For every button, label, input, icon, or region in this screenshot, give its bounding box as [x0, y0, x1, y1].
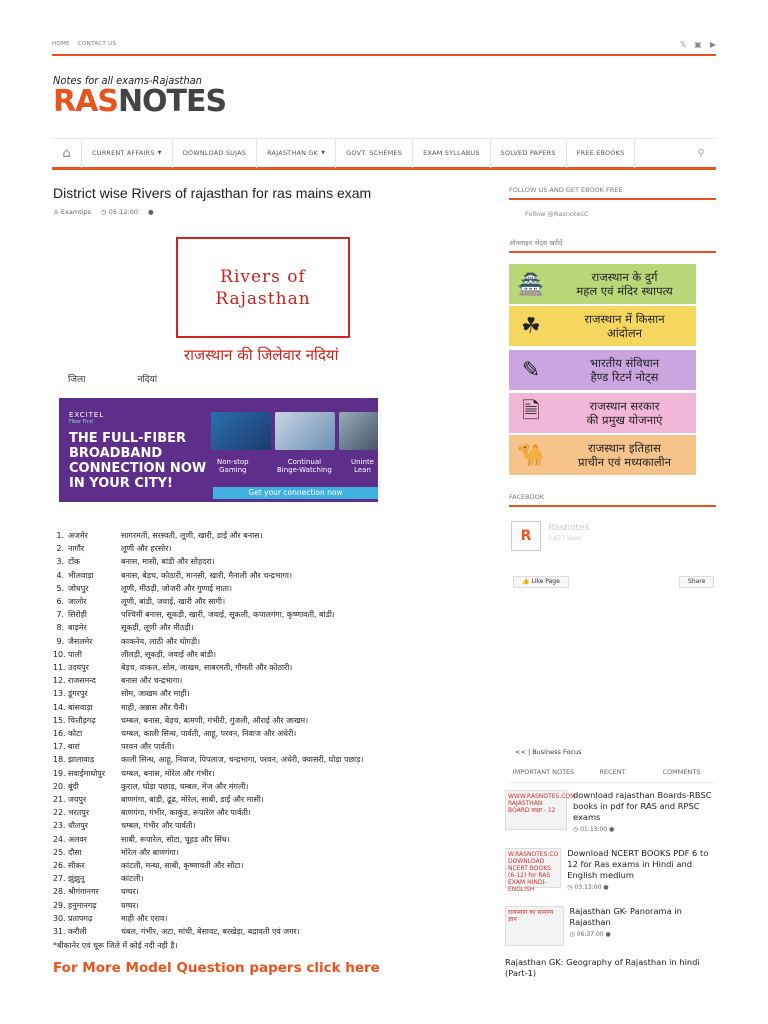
river-names: सोम, जाखम और माही। — [121, 689, 190, 699]
ad-caption-line: Continual — [287, 458, 322, 466]
district-name: दौसा — [68, 847, 82, 857]
district-name: झालावाड़ — [68, 755, 95, 765]
logo-notes: NOTES — [117, 84, 227, 119]
row-number: 18. — [53, 755, 66, 765]
title-box-line1: Rivers of — [220, 266, 306, 287]
camel-icon: 🐪 — [517, 442, 545, 468]
banner-rajasthan-forts[interactable] — [509, 264, 696, 304]
logo-tagline: Notes for all exams-Rajasthan — [53, 74, 202, 87]
river-names: चम्बल, बनास, बेड़च, बामणी, गंभीरी, गुंजली, औराई और जाखम। — [121, 715, 309, 725]
river-names: कांटली। — [121, 874, 144, 884]
row-number: 20. — [53, 781, 66, 791]
banner-line: राजस्थान के दुर्ग — [591, 270, 658, 284]
home-icon[interactable]: ⌂ — [52, 139, 82, 168]
river-row — [53, 701, 363, 714]
district-name: उदयपुर — [68, 663, 89, 673]
river-names: पश्चिमी बनास, सूकड़ी, खारी, जवाई, सूकली, कपालगंगा, कृष्णावती, बांडी। — [121, 610, 335, 620]
author-name: Examtips — [60, 208, 92, 216]
river-names: बेड़च, वाकल, सोम, जाखम, साबरमती, गौमती और कोठारी। — [121, 663, 293, 673]
district-name: पाली — [68, 649, 82, 659]
row-number: 26. — [53, 861, 66, 871]
river-names: माही और एराव। — [121, 913, 168, 923]
row-number: 11. — [53, 663, 66, 673]
district-name: डूंगरपुर — [68, 689, 88, 699]
river-row — [53, 595, 363, 608]
row-number: 21. — [53, 795, 66, 805]
row-number: 15. — [53, 715, 66, 725]
time-value: 05:12:00 — [108, 208, 138, 216]
river-row — [53, 846, 363, 859]
district-name: अजमेर — [68, 531, 88, 540]
recent-post[interactable] — [505, 906, 716, 946]
row-number: 17. — [53, 742, 66, 752]
ad-headline-line: IN YOUR CITY! — [69, 476, 173, 491]
river-row — [53, 767, 363, 780]
banner-line: राजस्थान में किसान — [584, 312, 665, 326]
row-number: 8. — [56, 623, 64, 633]
banner-text — [553, 441, 696, 469]
nav-label: EXAM SYLLABUS — [423, 149, 480, 157]
district-name: झुंझुनू — [68, 874, 85, 884]
recent-post[interactable] — [505, 848, 716, 891]
banner-constitution-notes[interactable] — [509, 350, 696, 390]
search-icon[interactable]: ⚲ — [697, 147, 705, 159]
river-names: घग्घर। — [121, 900, 139, 910]
district-name: सिरोही — [68, 610, 87, 620]
fb-like-button[interactable]: 👍 Like Page — [513, 576, 569, 588]
river-row — [53, 793, 363, 806]
title-box-line2: Rajasthan — [215, 288, 311, 309]
logo-wordmark — [53, 84, 227, 119]
facebook-icon[interactable]: ▣ — [694, 39, 702, 49]
row-number: 5. — [56, 583, 64, 593]
district-name: कोटा — [68, 729, 83, 739]
ad-caption — [217, 458, 249, 474]
river-names: काली सिन्ध, आहू, निवाज, पिपलाज, चन्द्रभागा, परवन, अंधेरी, क्यासरी, घोड़ा पछाड़। — [121, 755, 364, 765]
row-number: 24. — [53, 834, 66, 844]
banner-line: राजस्थान इतिहास — [588, 441, 661, 455]
river-names: माही, अन्नास और चैनी। — [121, 702, 188, 712]
nav-label: GOVT. SCHEMES — [346, 149, 403, 157]
district-name: श्रीगंगानगर — [68, 887, 99, 897]
banner-govt-schemes[interactable] — [509, 393, 696, 433]
rivers-list — [53, 529, 363, 938]
ad-banner[interactable] — [59, 398, 378, 502]
post-link[interactable]: Download NCERT BOOKS PDF 6 to 12 for Ras exams in Hindi and English medium — [567, 848, 709, 880]
row-number: 7. — [56, 610, 64, 620]
post-time: ◷ 05:12:00 — [101, 208, 138, 216]
river-row — [53, 714, 363, 727]
banner-line: की प्रमुख योजनाएं — [586, 413, 663, 427]
district-name: भरतपुर — [68, 808, 89, 818]
river-row — [53, 661, 363, 674]
district-name: धौलपुर — [68, 821, 88, 831]
post-info — [573, 790, 716, 833]
banner-line: भारतीय संविधान — [589, 356, 660, 370]
rivers-title-image — [176, 237, 350, 338]
fort-icon: 🏯 — [517, 271, 545, 297]
row-number: 28. — [53, 887, 66, 897]
district-name: जैसलमेर — [68, 636, 93, 646]
river-row — [53, 582, 363, 595]
post-time: ◷ 06:37:00 ● — [569, 931, 611, 938]
row-number: 27. — [53, 874, 66, 884]
river-names: बाणगंगा, गंभीर, काकुंड, रूपारेल और पार्वती। — [121, 808, 251, 818]
row-number: 31. — [53, 927, 66, 937]
district-name: सीकर — [68, 861, 85, 871]
column-district: जिला — [68, 375, 86, 385]
caret-down-icon: ▼ — [321, 150, 326, 156]
district-name: प्रतापगढ़ — [68, 913, 93, 923]
ad-image-watching — [275, 412, 335, 450]
river-names: कांटली, मन्था, साबी, कृष्णावती और सोटा। — [121, 861, 244, 871]
river-row — [53, 859, 363, 872]
river-names: चम्बल, बनास, मोरेल और गंभीर। — [121, 768, 215, 778]
ad-caption — [277, 458, 332, 474]
river-names: बनास, मासी, बांडी और सोहदरा। — [121, 557, 215, 567]
row-number: 23. — [53, 821, 66, 831]
district-name: जोधपुर — [68, 583, 89, 593]
nav-download-sujas[interactable] — [173, 139, 257, 168]
row-number: 4. — [56, 570, 64, 580]
district-name: सवाईमाधोपुर — [68, 768, 106, 778]
business-focus-link[interactable]: << | Business Focus — [515, 748, 582, 756]
banner-line: प्राचीन एवं मध्यकालीन — [577, 455, 672, 469]
river-row — [53, 674, 363, 687]
fb-page-name[interactable]: Rasnotes — [548, 523, 590, 533]
row-number: 22. — [53, 808, 66, 818]
river-names: साबी, रूपारेल, सोटा, चूहड़ और सिंध। — [121, 834, 230, 844]
time-value: 06:37:00 — [576, 931, 604, 938]
ad-image-gaming — [211, 412, 271, 450]
ad-caption-line: Uninte — [351, 458, 374, 466]
sidebar-heading-notes: ऑनलाइन नोट्स खरीदें — [509, 238, 716, 253]
ad-caption-line: Non-stop — [217, 458, 249, 466]
district-name: करौली — [68, 927, 87, 937]
river-names: बनास, बेड़च, कोठारी, मानसी, खारी, मैनाली और चन्द्रभागा। — [121, 570, 292, 580]
district-name: बांसवाड़ा — [68, 702, 93, 712]
river-row — [53, 885, 363, 898]
post-thumbnail[interactable]: W.RASNOTES.CO DOWNLOAD NCERT BOOKS (6-12) for RAS EXAM HINDI-ENGLISH — [505, 848, 561, 888]
row-number: 6. — [56, 597, 64, 607]
farmer-icon: ☘ — [521, 313, 541, 339]
nav-label: SOLVED PAPERS — [500, 149, 556, 157]
post-thumbnail[interactable]: राजस्थान का सामान्य ज्ञान — [505, 906, 564, 946]
post-info — [567, 848, 716, 891]
recent-post[interactable] — [505, 790, 716, 833]
fb-like-label: Like Page — [531, 578, 560, 585]
post-link[interactable]: download rajasthan Boards-RBSC books in pdf for RAS and RPSC exams — [573, 790, 712, 822]
banner-line: राजस्थान सरकार — [589, 399, 660, 413]
banner-text — [553, 312, 696, 340]
logo-ras: RAS — [53, 84, 118, 119]
row-number: 14. — [53, 702, 66, 712]
district-name: अलवर — [68, 834, 87, 844]
river-row — [53, 819, 363, 832]
river-row — [53, 569, 363, 582]
river-names: बनास और चन्द्रभागा। — [121, 676, 183, 686]
sidebar-tabs — [509, 766, 716, 783]
row-number: 3. — [56, 557, 64, 567]
river-row — [53, 529, 363, 542]
top-divider — [52, 54, 716, 56]
fb-likes-count: 2,677 likes — [548, 535, 581, 542]
row-number: 30. — [53, 913, 66, 923]
district-name: बाड़मेर — [68, 623, 87, 633]
river-row — [53, 912, 363, 925]
nav-rajasthan-gk[interactable] — [257, 139, 336, 168]
row-number: 29. — [53, 900, 66, 910]
river-row — [53, 872, 363, 885]
river-names: सूकड़ी, लूणी और मीठड़ी। — [121, 623, 194, 633]
time-value: 01:13:00 — [580, 826, 608, 833]
comment-icon[interactable]: ● — [148, 208, 154, 216]
banner-line: महल एवं मंदिर स्थापत्य — [576, 284, 673, 298]
river-row — [53, 621, 363, 634]
caret-down-icon: ▼ — [157, 150, 162, 156]
rasnotes-avatar[interactable]: R — [511, 521, 541, 551]
nav-exam-syllabus[interactable] — [413, 139, 491, 168]
post-time: ◷ 03:13:00 ● — [567, 884, 609, 891]
post-title[interactable]: District wise Rivers of rajasthan for ras mains exam — [53, 185, 372, 201]
ad-cta-button[interactable]: Get your connection now — [213, 487, 378, 499]
row-number: 19. — [53, 768, 66, 778]
social-links — [680, 40, 716, 49]
banner-text — [553, 356, 696, 384]
facebook-widget — [509, 518, 716, 596]
column-headers — [68, 372, 157, 385]
footnote: *बीकानेर एवं चूरू जिले में कोई नदी नही है। — [53, 941, 178, 950]
river-row — [53, 899, 363, 912]
ad-image-learning — [339, 412, 378, 450]
home-link[interactable]: HOME — [52, 41, 70, 47]
row-number: 9. — [56, 636, 64, 646]
river-row — [53, 780, 363, 793]
post-thumbnail[interactable]: WWW.RASNOTES.COM RAJASTHAN BOARD कक्षा - 12 — [505, 790, 567, 830]
river-names: चंबल, गंभीर, अटा, मांची, बेसावट, बरखेड़ा, बद्रावती एवं जगर। — [121, 927, 300, 937]
district-name: नागौर — [68, 544, 85, 554]
district-name: बूंदी — [68, 781, 79, 791]
post-link[interactable]: Rajasthan GK- Panorama in Rajasthan — [569, 906, 682, 927]
district-name: चित्तौड़गढ़ — [68, 715, 96, 725]
nav-label: CURRENT AFFAIRS — [92, 149, 155, 157]
post-time: ◷ 01:13:00 ● — [573, 826, 615, 833]
river-names: लूणी, मीठड़ी, जोजरी और गुणाई माता। — [121, 583, 232, 593]
ad-caption-line: Binge-Watching — [277, 466, 332, 474]
tab-comments[interactable]: COMMENTS — [662, 768, 701, 776]
nav-free-ebooks[interactable] — [567, 139, 636, 168]
river-names: मोरेल और बाणगंगा। — [121, 847, 179, 857]
river-row — [53, 925, 363, 938]
row-number: 13. — [53, 689, 66, 699]
river-row — [53, 608, 363, 621]
top-links — [52, 41, 116, 47]
pen-icon: ✎ — [521, 357, 541, 383]
row-number: 16. — [53, 729, 66, 739]
river-row — [53, 542, 363, 555]
district-name: जालोर — [68, 597, 87, 607]
nav-label: RAJASTHAN GK — [267, 149, 319, 157]
ad-caption-line: Gaming — [219, 466, 247, 474]
ad-caption — [351, 458, 374, 474]
river-row — [53, 687, 363, 700]
river-row — [53, 648, 363, 661]
row-number: 25. — [53, 847, 66, 857]
river-row — [53, 740, 363, 753]
river-row — [53, 753, 363, 766]
sidebar-heading-follow: FOLLOW US AND GET EBOOK FREE — [509, 186, 716, 200]
more-questions-link[interactable]: For More Model Question papers click here — [53, 960, 380, 976]
nav-govt-schemes[interactable] — [336, 139, 413, 168]
document-icon: 🗎 — [522, 399, 540, 424]
river-names: लूणी और हरसोर। — [121, 544, 172, 554]
banner-line: आंदोलन — [606, 326, 643, 340]
row-number: 2. — [56, 544, 64, 554]
twitter-icon[interactable]: 𝕏 — [679, 39, 687, 49]
river-names: परवन और पार्वती। — [121, 742, 175, 752]
river-row — [53, 806, 363, 819]
main-nav — [52, 138, 716, 170]
nav-solved-papers[interactable] — [491, 139, 567, 168]
post-author[interactable]: ♙ Examtips — [53, 208, 92, 216]
ad-headline-line: THE FULL-FIBER — [69, 431, 187, 446]
nav-current-affairs[interactable] — [82, 139, 173, 168]
youtube-icon[interactable]: ▶ — [709, 39, 716, 49]
district-name: जयपुर — [68, 795, 87, 805]
post-info — [570, 906, 717, 946]
tab-recent[interactable]: RECENT — [599, 768, 626, 776]
banner-farmer-movement[interactable] — [509, 306, 696, 346]
ad-brand-name: EXCITEL — [69, 411, 105, 419]
post-link[interactable]: Rajasthan GK: Geography of Rajasthan in hindi (Part-1) — [505, 957, 700, 978]
district-name: हनुमानगढ़ — [68, 900, 97, 910]
river-names: बाणगंगा, बांडी, ढूंढ, मोरेल, साबी, डाई और मासी। — [121, 795, 264, 805]
ad-caption-line: Lean — [354, 466, 371, 474]
river-names: सागरमती, सरस्वती, लूणी, खारी, डाई और बनास। — [121, 531, 263, 540]
district-name: राजसमन्द — [68, 676, 96, 686]
district-name: टोंक — [68, 557, 81, 567]
banner-rajasthan-history[interactable] — [509, 435, 696, 475]
river-row — [53, 833, 363, 846]
hindi-subtitle: राजस्थान की जिलेवार नदियां — [184, 346, 339, 364]
time-value: 03:13:00 — [574, 884, 602, 891]
column-rivers: नदियां — [137, 375, 158, 385]
ad-headline-line: CONNECTION NOW — [69, 461, 207, 476]
district-name: भीलवाड़ा — [68, 570, 94, 580]
river-names: कुराल, घोड़ा पछाड़, चम्बल, मेज और मंगली। — [121, 781, 249, 791]
river-names: चम्बल, गंभीर और पार्वती। — [121, 821, 196, 831]
fb-share-button[interactable]: Share — [679, 576, 714, 588]
post-meta — [53, 208, 154, 216]
tab-important-notes[interactable]: IMPORTANT NOTES — [512, 768, 575, 776]
row-number: 10. — [53, 649, 66, 659]
ad-brand-sub: Fiber First — [69, 419, 94, 425]
nav-label: DOWNLOAD SUJAS — [182, 149, 247, 157]
banner-line: हैण्ड रिटर्न नोट्स — [590, 370, 659, 384]
river-row — [53, 555, 363, 568]
row-number: 12. — [53, 676, 66, 686]
row-number: 1. — [56, 531, 64, 540]
follow-twitter-link[interactable]: Follow @RasnotesC — [525, 210, 589, 218]
river-row — [53, 727, 363, 740]
ad-brand — [69, 411, 104, 425]
divider — [380, 410, 381, 490]
sidebar-heading-facebook: FACEBOOK — [509, 493, 716, 507]
top-bar — [52, 34, 716, 54]
river-names: काकनेय, लाठी और धोगड़ी। — [121, 636, 201, 646]
river-names: घग्घर। — [121, 887, 139, 897]
contact-us-link[interactable]: CONTACT US — [77, 41, 117, 47]
banner-text — [553, 399, 696, 427]
banner-text — [553, 270, 696, 298]
ad-headline-line: BROADBAND — [69, 446, 163, 461]
river-names: लूणी, बांडी, जवाई, खारी और सागी। — [121, 597, 226, 607]
river-names: लीलड़ी, सूकड़ी, जवाई और बांडी। — [121, 649, 216, 659]
district-name: बारां — [68, 742, 80, 752]
river-names: चम्बल, काली सिन्ध, पार्वती, आहू, परवन, निवाज और अंधेरी। — [121, 729, 297, 739]
ad-headline — [69, 431, 206, 491]
site-logo[interactable] — [53, 74, 226, 117]
nav-label: FREE EBOOKS — [576, 149, 625, 157]
river-row — [53, 635, 363, 648]
